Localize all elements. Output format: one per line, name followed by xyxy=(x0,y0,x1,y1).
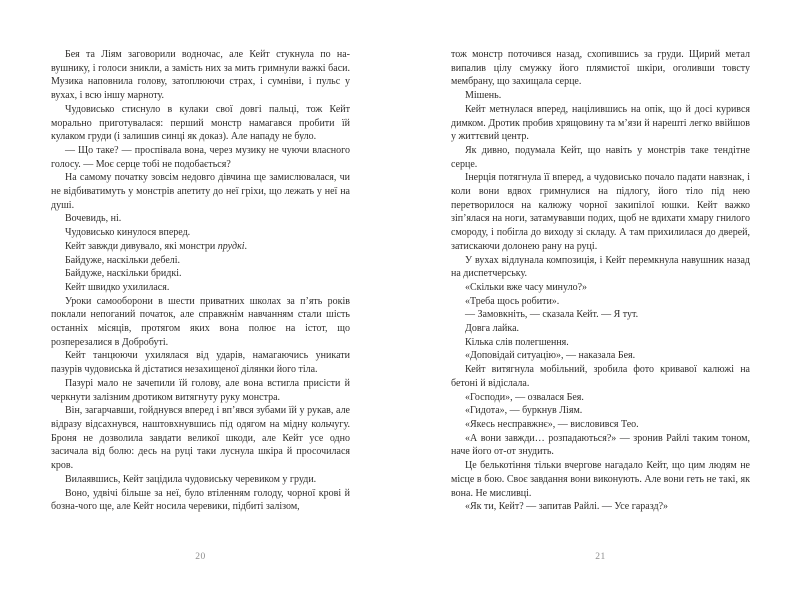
text-run: «Як ти, Кейт? — запитав Райлі. — Усе гаразд?» xyxy=(465,501,669,513)
text-run: «Треба щось робити». xyxy=(465,295,560,307)
right-page-text-block xyxy=(451,48,750,514)
text-run: «А вони завжди… розпадаються?» — зронив Райлі таким тоном, наче його от-от знудить. xyxy=(451,432,750,458)
text-run: Це белькотіння тільки вчергове нагадало Кейт, що цим людям не місце в бою. Своє завдання вони виконують. Але вони геть не такі, як вона. Не мисливці. xyxy=(451,460,750,499)
italic-text-run: прудкі xyxy=(217,240,245,252)
paragraph xyxy=(51,404,350,473)
text-run: Байдуже, наскільки дебелі. xyxy=(65,254,181,266)
paragraph xyxy=(51,281,350,295)
left-page-number: 20 xyxy=(195,552,206,562)
text-run: Кейт метнулася вперед, націлившись на опік, що й досі курився димком. Дротик пробив хрящовину та м’язи й нарешті легко ввійшов у життєвий центр. xyxy=(451,103,750,143)
paragraph xyxy=(451,459,750,500)
paragraph xyxy=(451,322,750,336)
paragraph xyxy=(451,391,750,405)
right-page-number: 21 xyxy=(595,552,606,562)
paragraph xyxy=(51,240,350,254)
paragraph xyxy=(451,404,750,418)
paragraph xyxy=(51,171,350,212)
paragraph xyxy=(451,363,750,390)
paragraph xyxy=(451,308,750,322)
paragraph xyxy=(51,144,350,171)
paragraph xyxy=(51,377,350,404)
text-run: У вухах відлунала композиція, і Кейт перемкнула навушник назад на диспетчерську. xyxy=(451,254,750,280)
text-run: «Гидота», — буркнув Ліям. xyxy=(465,405,583,417)
text-run: Бея та Ліям заговорили водночас, але Кейт стукнула по навушнику, і голоси зникли, а замість них за мить гримнули важкі баси. Музика наповнила голову, затоплюючи страх, і сумніви, і пульс у вухах, і всю іншу марноту. xyxy=(51,49,350,102)
text-run: — Що таке? — проспівала вона, через музику не чуючи власного голосу. — Моє серце тобі не подобається? xyxy=(51,144,350,170)
paragraph xyxy=(51,226,350,240)
text-run: Чудовисько кинулося вперед. xyxy=(65,227,191,239)
paragraph xyxy=(51,487,350,514)
text-run: Довга лайка. xyxy=(465,323,520,335)
text-run: Мішень. xyxy=(465,90,502,102)
text-run: Воно, удвічі більше за неї, було втіленням голоду, чорної крові й бозна-чого ще, але Кейт носила черевики, підбиті залізом, xyxy=(51,487,350,513)
text-run: «Якесь несправжнє», — висловився Тео. xyxy=(465,418,639,430)
paragraph xyxy=(451,418,750,432)
text-run: Він, загарчавши, гойднувся вперед і вп’явся зубами їй у рукав, але відразу відсахнувся, наштовхнувшись під одягом на мідну кольчугу. Броня не дозволила завдати великої шкоди, але Кейт усе одно засичала від болю: десь на руці таки луснула шкіра й просочилася кров. xyxy=(51,405,350,472)
text-run: Байдуже, наскільки бридкі. xyxy=(65,268,182,280)
paragraph xyxy=(451,281,750,295)
text-run: . xyxy=(244,240,248,252)
left-page-text-block xyxy=(51,48,350,514)
text-run: Кейт танцюючи ухилялася від ударів, намагаючись уникати пазурів чудовиська й дістатися незахищеної ділянки його тіла. xyxy=(51,350,350,376)
paragraph xyxy=(451,171,750,253)
paragraph xyxy=(451,349,750,363)
text-run: Кейт завжди дивувало, які монстри xyxy=(65,240,218,252)
paragraph xyxy=(51,267,350,281)
text-run: Кілька слів полегшення. xyxy=(465,336,569,348)
text-run: тож монстр поточився назад, схопившись за груди. Щирий метал випалив цілу смужку його плямистої шкіри, оголивши товсту мембрану, що захищала серце. xyxy=(451,49,750,88)
text-run: Пазурі мало не зачепили їй голову, але вона встигла присісти й черкнути залізним дротиком витягнуту руку монстра. xyxy=(51,377,350,403)
paragraph xyxy=(451,500,750,514)
paragraph xyxy=(51,254,350,268)
text-run: «Господи», — озвалася Бея. xyxy=(465,391,584,403)
text-run: «Доповідай ситуацію», — наказала Бея. xyxy=(465,350,636,362)
paragraph xyxy=(51,103,350,144)
paragraph xyxy=(51,295,350,350)
text-run: Вочевидь, ні. xyxy=(65,213,122,225)
text-run: «Скільки вже часу минуло?» xyxy=(465,281,588,293)
paragraph xyxy=(451,295,750,309)
text-run: Кейт швидко ухилилася. xyxy=(65,281,170,293)
text-run: — Замовкніть, — сказала Кейт. — Я тут. xyxy=(465,309,639,321)
text-run: Уроки самооборони в шести приватних школах за п’ять років поклали непоганий початок, але справжнім навчанням стали шість останніх місяців, протягом яких вона полює на істот, що розперезалися в Добробуті. xyxy=(51,295,350,348)
paragraph xyxy=(451,48,750,89)
text-run: Як дивно, подумала Кейт, що навіть у монстрів таке тендітне серце. xyxy=(451,144,750,170)
paragraph xyxy=(451,144,750,171)
paragraph xyxy=(451,432,750,459)
paragraph xyxy=(51,473,350,487)
paragraph xyxy=(51,212,350,226)
paragraph xyxy=(451,254,750,281)
text-run: На самому початку зовсім недовго дівчина ще замислювалася, чи не відбиватимуть у монстрів апетиту до неї гріхи, що лежать у неї на душі. xyxy=(51,172,350,211)
paragraph xyxy=(51,349,350,376)
paragraph xyxy=(451,336,750,350)
text-run: Кейт витягнула мобільний, зробила фото кривавої калюжі на бетоні й відіслала. xyxy=(451,364,750,389)
text-run: Інерція потягнула її вперед, а чудовисько почало падати навзнак, і коли вони вдвох гримнулися на підлогу, його тіло під нею перетворилося на калюжу чорної закипілої юшки. Кейт важко зіп’ялася на ноги, затамувавши подих, щоб не вдихати хмару гнилого смороду, і побігла до виходу зі складу. А там прихилилася до дверей, затискаючи долонею рану на руці. xyxy=(451,172,750,252)
paragraph xyxy=(451,103,750,144)
text-run: Чудовисько стиснуло в кулаки свої довгі пальці, тож Кейт морально приготувалася: перший монстр намагався пробити їй кулаком груди (і залишив синці як доказ). Але нападу не було. xyxy=(51,103,350,143)
paragraph xyxy=(451,89,750,103)
paragraph xyxy=(51,48,350,103)
text-run: Вилаявшись, Кейт зацідила чудовиську черевиком у груди. xyxy=(65,473,317,485)
